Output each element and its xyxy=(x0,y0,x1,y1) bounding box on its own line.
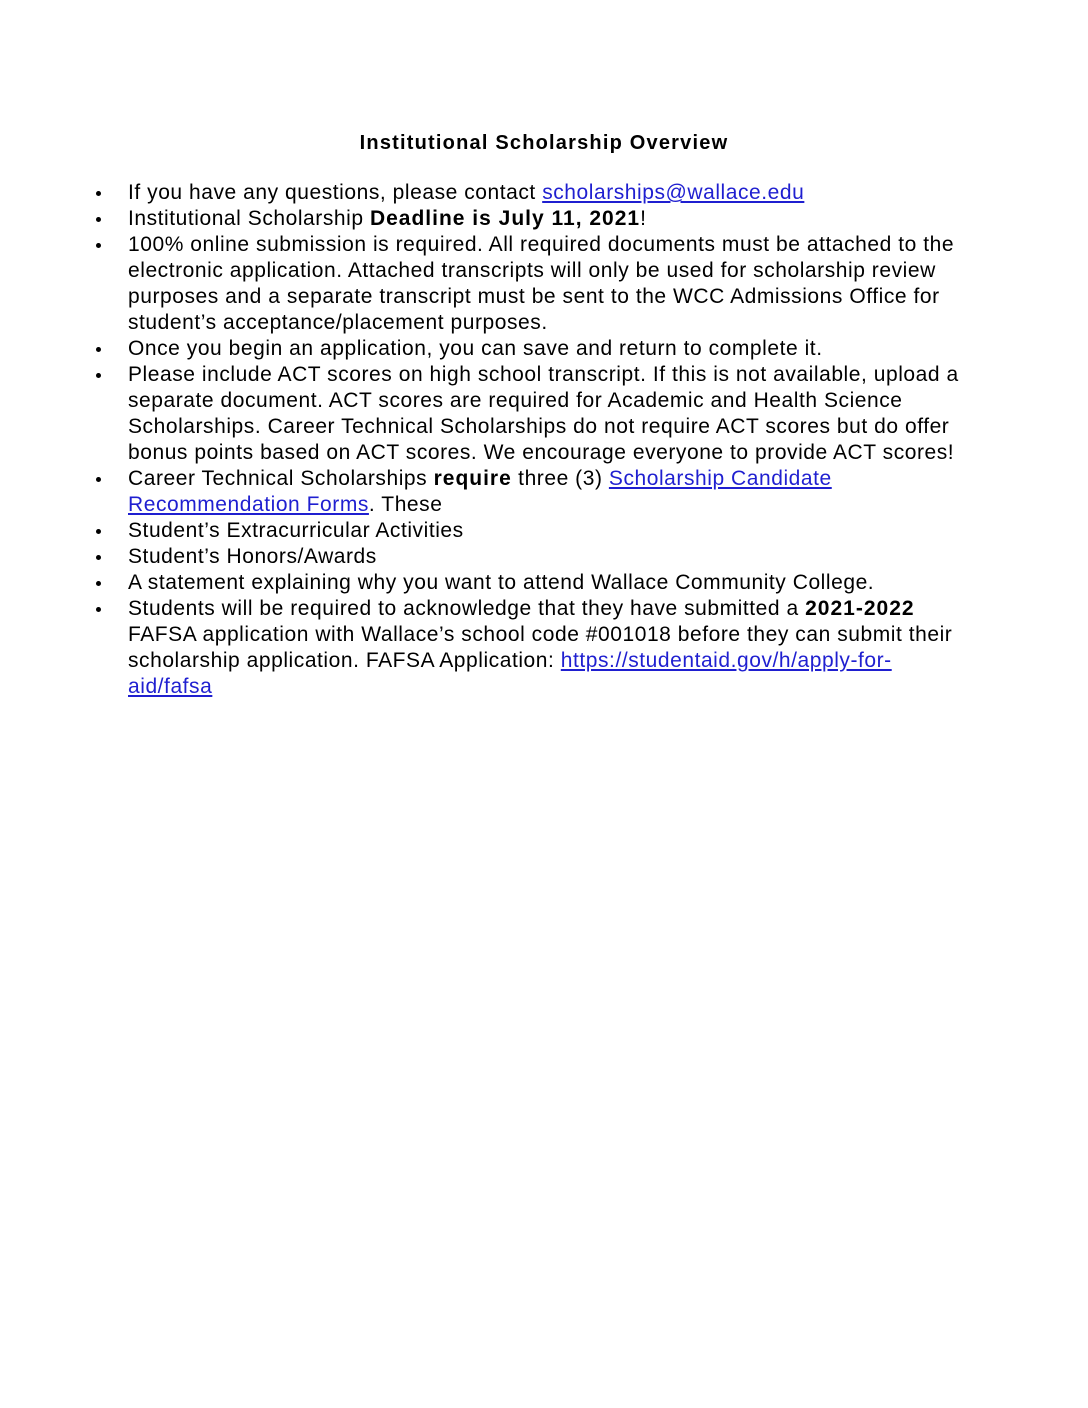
bullet-icon xyxy=(96,607,101,612)
list-item-deadline xyxy=(92,206,972,232)
fafsa-link[interactable]: https://studentaid.gov/h/apply-for-aid/fafsa xyxy=(128,649,892,698)
require-text: require xyxy=(433,467,512,490)
bullet-icon xyxy=(96,529,101,534)
deadline-prefix: Institutional Scholarship xyxy=(128,207,370,230)
statement-text: A statement explaining why you want to attend Wallace Community College. xyxy=(128,571,875,594)
extracurricular-text: Student’s Extracurricular Activities xyxy=(128,519,464,542)
deadline-text: Deadline is July 11, 2021 xyxy=(369,207,641,230)
fafsa-prefix: Students will be required to acknowledge that they have submitted a xyxy=(128,597,806,620)
deadline-suffix: ! xyxy=(640,207,647,230)
list-item-statement xyxy=(92,570,972,596)
save-return-text: Once you begin an application, you can save and return to complete it. xyxy=(128,337,823,360)
bullet-icon xyxy=(96,555,101,560)
list-item-extracurricular xyxy=(92,518,972,544)
bullet-icon xyxy=(96,191,101,196)
bullet-icon xyxy=(96,347,101,352)
list-item-save-return xyxy=(92,336,972,362)
list-item-fafsa xyxy=(92,596,972,700)
bullet-icon xyxy=(96,477,101,482)
list-item-honors xyxy=(92,544,972,570)
email-link[interactable]: scholarships@wallace.edu xyxy=(542,181,805,204)
fafsa-middle: FAFSA application with Wallace’s school code #001018 before they can submit their scholarship application. FAFSA Application: xyxy=(128,623,953,672)
career-technical-middle: three (3) xyxy=(511,467,609,490)
list-item-contact xyxy=(92,180,972,206)
contact-text: If you have any questions, please contact xyxy=(128,181,543,204)
bullet-icon xyxy=(96,581,101,586)
recommendation-forms-link[interactable]: Scholarship Candidate Recommendation Forms xyxy=(128,467,832,516)
career-technical-prefix: Career Technical Scholarships xyxy=(128,467,434,490)
list-item-career-technical xyxy=(92,466,972,518)
list-item-online-submission xyxy=(92,232,972,336)
list-item-act-scores xyxy=(92,362,972,466)
bullet-icon xyxy=(96,243,101,248)
bullet-icon xyxy=(96,217,101,222)
honors-text: Student’s Honors/Awards xyxy=(128,545,377,568)
online-submission-text: 100% online submission is required. All required documents must be attached to the electronic application. Attached transcripts will only be used for scholarship review purposes and a separate transcript must be sent to the WCC Admissions Office for student’s acceptance/placement purposes. xyxy=(128,233,955,334)
act-scores-text: Please include ACT scores on high school transcript. If this is not available, upload a separate document. ACT scores are required for Academic and Health Science Scholarships. Career Technical Scholarships do not require ACT scores but do offer bonus points based on ACT scores. We encourage everyone to provide ACT scores! xyxy=(128,363,959,464)
requirements-list xyxy=(92,180,972,700)
bullet-icon xyxy=(96,373,101,378)
career-technical-suffix: . These xyxy=(368,493,443,516)
fafsa-year-text: 2021-2022 xyxy=(805,597,915,620)
page-title: Institutional Scholarship Overview xyxy=(359,132,729,154)
